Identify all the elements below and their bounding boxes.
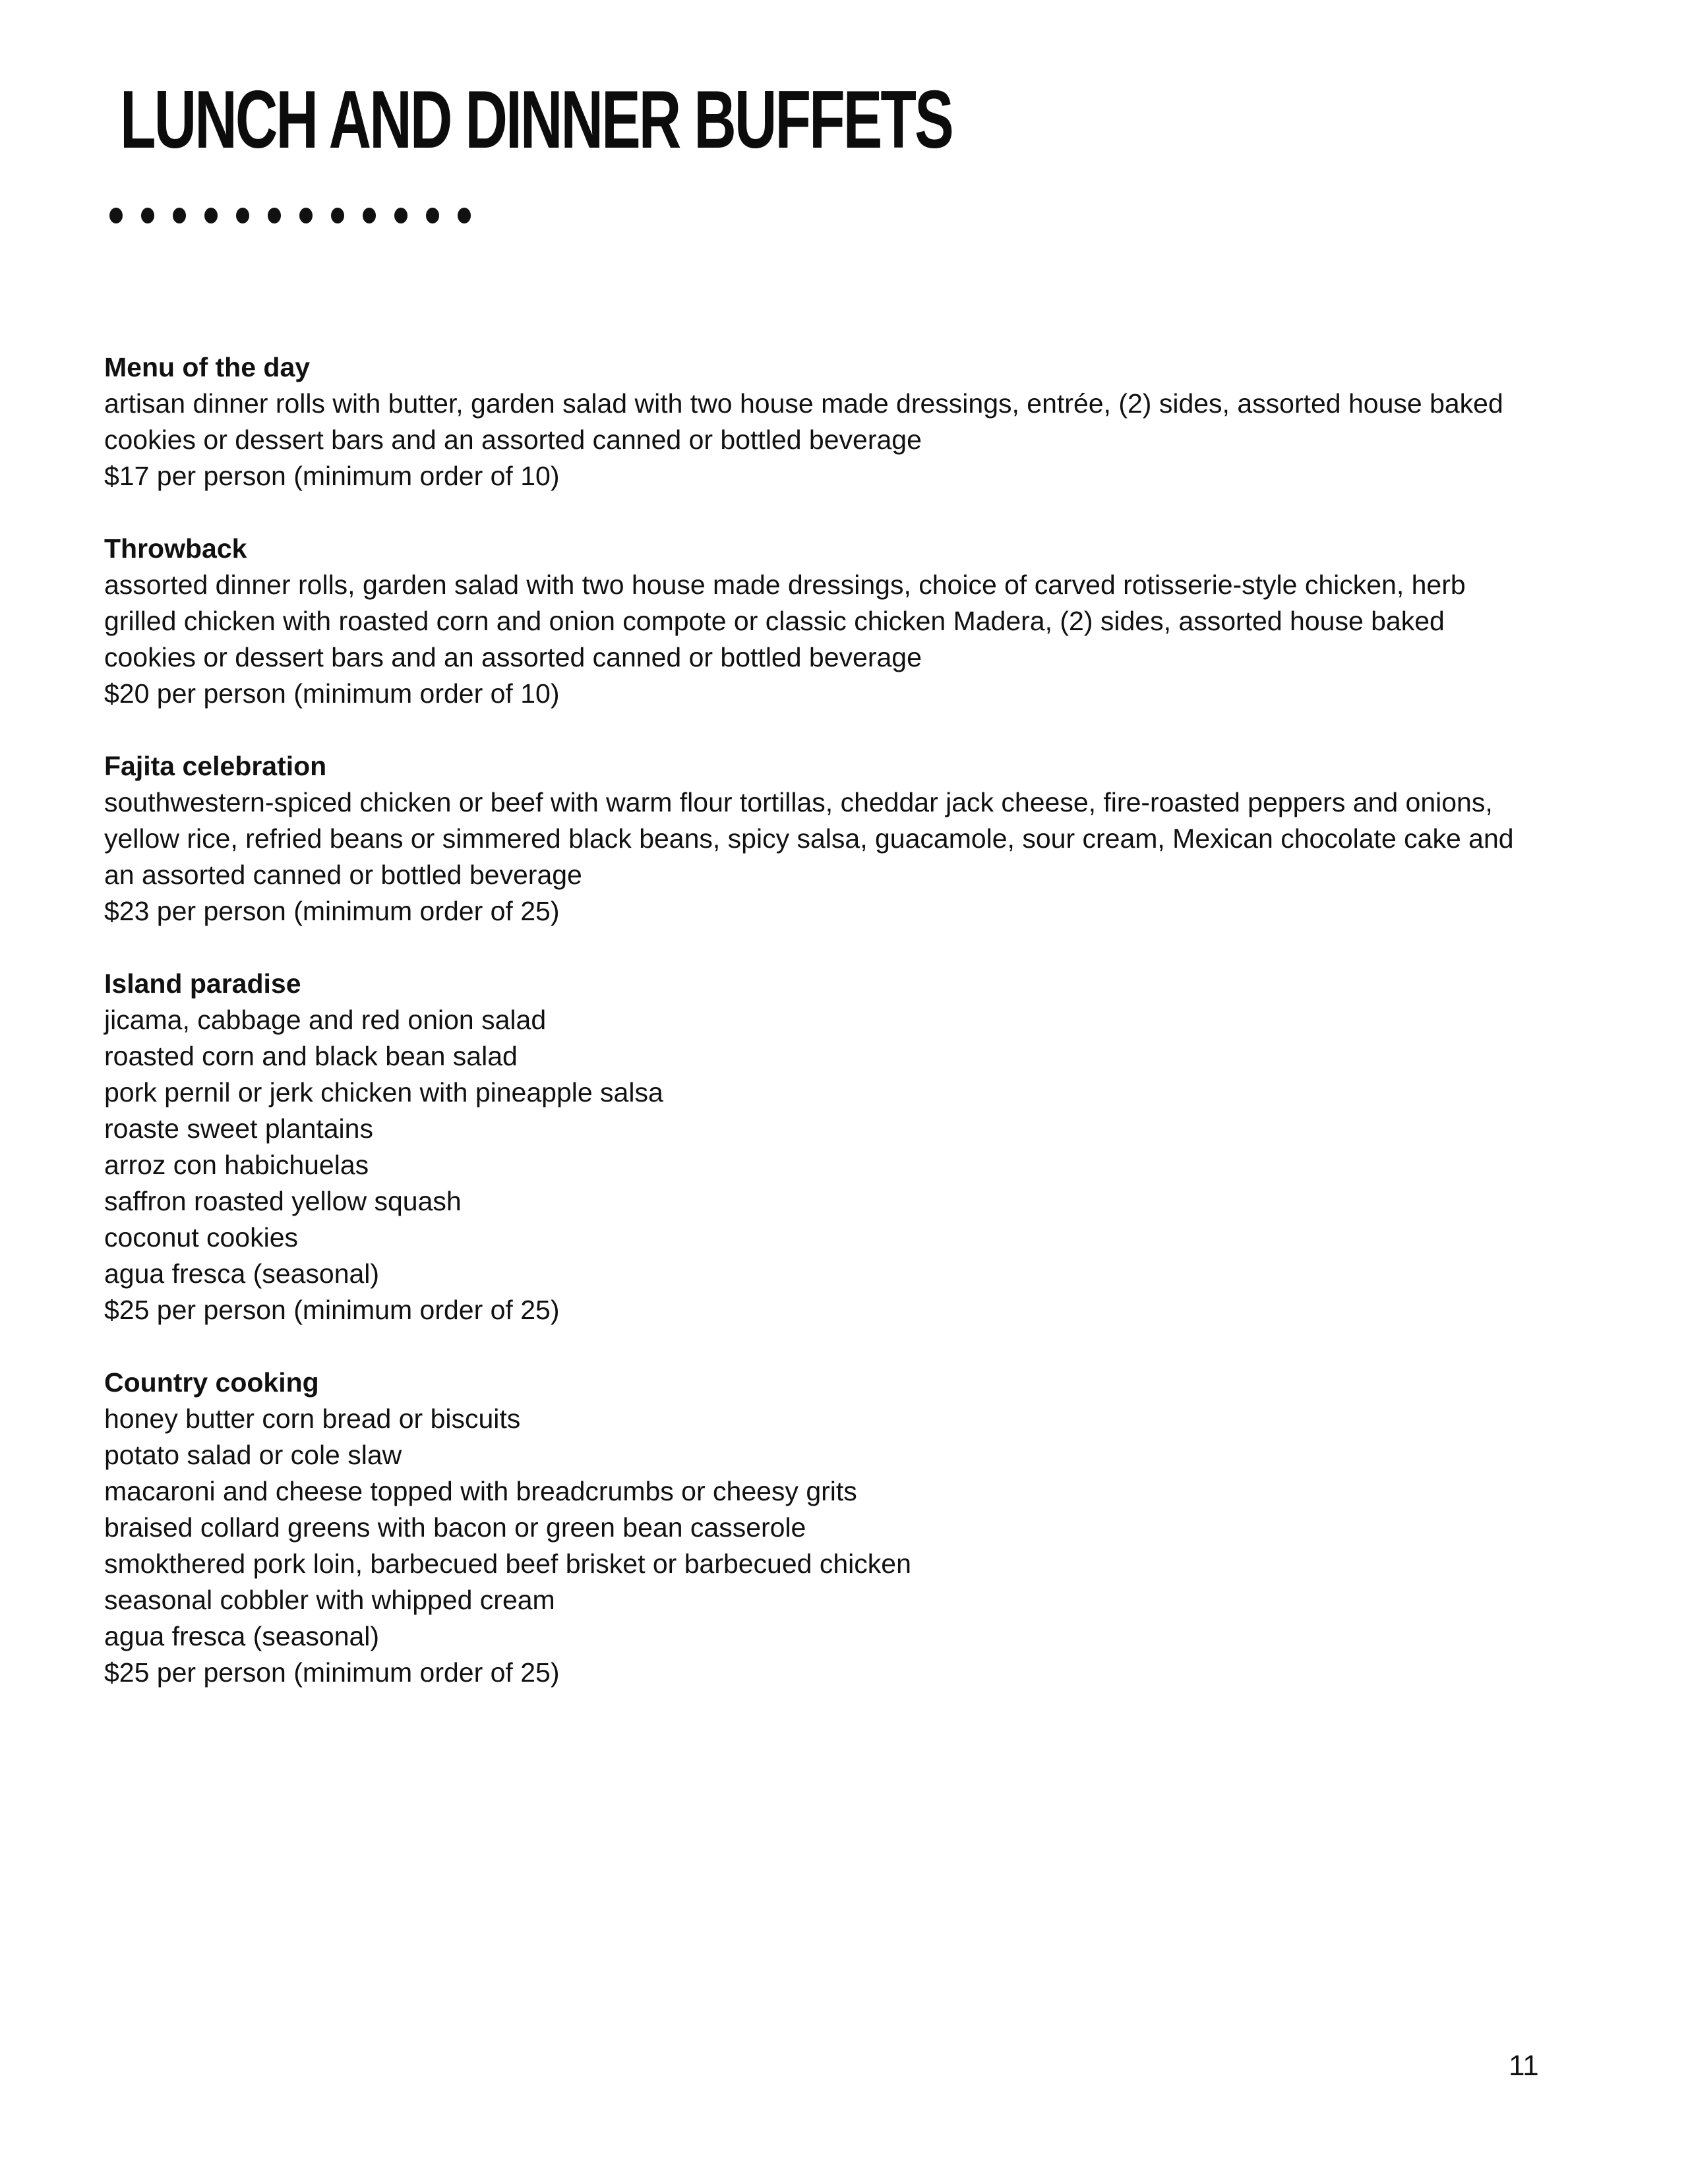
divider-dot	[299, 208, 313, 223]
buffet-section-island-paradise	[104, 966, 1581, 1328]
price-line: $23 per person (minimum order of 25)	[104, 896, 560, 926]
divider-dot	[173, 208, 186, 223]
section-title: Throwback	[104, 533, 247, 564]
description-line: southwestern-spiced chicken or beef with warm flour tortillas, cheddar jack cheese, fire-roasted peppers and onions,	[104, 787, 1493, 817]
description-line: cookies or dessert bars and an assorted canned or bottled beverage	[104, 642, 922, 672]
price-line: $25 per person (minimum order of 25)	[104, 1657, 560, 1688]
divider-dot	[331, 208, 344, 223]
menu-item: seasonal cobbler with whipped cream	[104, 1585, 555, 1615]
divider-dot	[141, 208, 154, 223]
menu-item: roaste sweet plantains	[104, 1113, 373, 1144]
menu-item: coconut cookies	[104, 1222, 299, 1253]
menu-item: jicama, cabbage and red onion salad	[104, 1005, 547, 1035]
price-line: $20 per person (minimum order of 10)	[104, 678, 560, 709]
menu-item: braised collard greens with bacon or green bean casserole	[104, 1512, 806, 1543]
section-title: Country cooking	[104, 1367, 319, 1398]
divider-dot	[268, 208, 281, 223]
buffet-section-throwback	[104, 531, 1581, 712]
menu-item: potato salad or cole slaw	[104, 1440, 402, 1470]
description-line: cookies or dessert bars and an assorted canned or bottled beverage	[104, 425, 922, 455]
decorative-dot-divider	[109, 205, 479, 225]
page-title: LUNCH AND DINNER BUFFETS	[120, 74, 952, 165]
menu-item: pork pernil or jerk chicken with pineapple salsa	[104, 1077, 663, 1107]
price-line: $25 per person (minimum order of 25)	[104, 1295, 560, 1325]
description-line: artisan dinner rolls with butter, garden salad with two house made dressings, entrée, (2) sides, assorted house baked	[104, 388, 1503, 419]
menu-item: saffron roasted yellow squash	[104, 1186, 462, 1216]
description-line: yellow rice, refried beans or simmered black beans, spicy salsa, guacamole, sour cream, Mexican chocolate cake and	[104, 823, 1514, 854]
description-line: an assorted canned or bottled beverage	[104, 860, 582, 890]
divider-dot	[363, 208, 376, 223]
menu-item: agua fresca (seasonal)	[104, 1621, 380, 1651]
menu-item: arroz con habichuelas	[104, 1150, 369, 1180]
divider-dot	[458, 208, 471, 223]
section-title: Island paradise	[104, 968, 301, 999]
divider-dot	[204, 208, 218, 223]
divider-dot	[394, 208, 407, 223]
description-line: assorted dinner rolls, garden salad with two house made dressings, choice of carved rotisserie-style chicken, herb	[104, 570, 1466, 600]
divider-dot	[236, 208, 249, 223]
price-line: $17 per person (minimum order of 10)	[104, 461, 560, 491]
buffet-section-fajita-celebration	[104, 748, 1581, 930]
menu-item: roasted corn and black bean salad	[104, 1041, 518, 1071]
menu-item: honey butter corn bread or biscuits	[104, 1403, 521, 1434]
description-line: grilled chicken with roasted corn and onion compote or classic chicken Madera, (2) sides, assorted house baked	[104, 606, 1445, 636]
buffet-section-country-cooking	[104, 1365, 1581, 1691]
section-title: Fajita celebration	[104, 751, 327, 781]
buffet-section-menu-of-the-day	[104, 349, 1581, 494]
divider-dot	[426, 208, 439, 223]
section-title: Menu of the day	[104, 352, 311, 382]
divider-dot	[109, 208, 123, 223]
menu-item: agua fresca (seasonal)	[104, 1258, 380, 1289]
buffet-menu-list	[104, 349, 1581, 1727]
page-number: 11	[1509, 2050, 1539, 2082]
menu-item: macaroni and cheese topped with breadcrumbs or cheesy grits	[104, 1476, 857, 1506]
menu-item: smokthered pork loin, barbecued beef brisket or barbecued chicken	[104, 1549, 911, 1579]
